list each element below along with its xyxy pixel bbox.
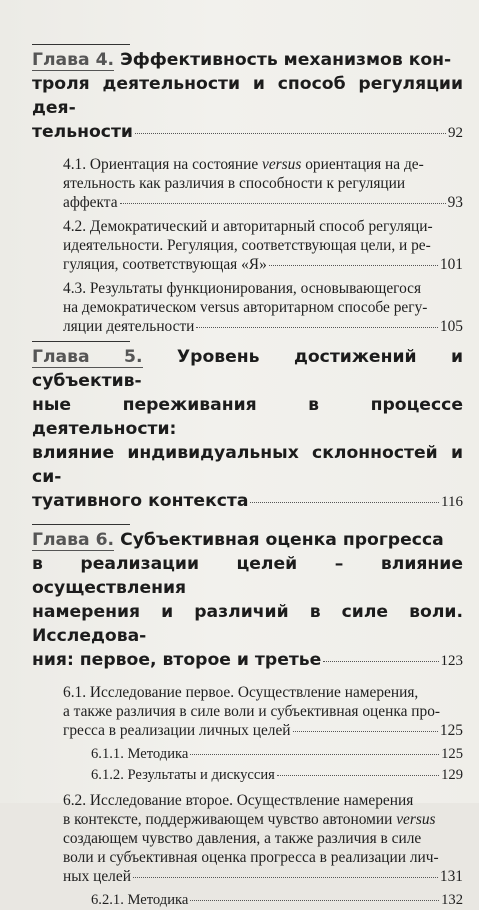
toc-subentry	[63, 891, 463, 910]
chapter-rule	[32, 341, 130, 342]
entry-line: идеятельности. Регуляция, соответствующая цели, и ре-	[63, 237, 431, 254]
heading-line: влияние индивидуальных склонностей и си-	[32, 443, 463, 487]
chapter-heading	[32, 48, 463, 145]
entry-line: на демократическом versus авторитарном способе регу-	[63, 299, 428, 316]
entry-line: ных целей	[63, 868, 131, 885]
page-number: 92	[448, 125, 463, 141]
entry-line: 4.3. Результаты функционирования, основывающегося	[63, 280, 422, 297]
heading-line: ные переживания в процессе деятельности:	[32, 395, 463, 439]
heading-line: намерения и различий в силе воли. Исследова-	[32, 602, 463, 646]
dot-leader	[293, 731, 438, 732]
dot-leader	[269, 265, 438, 266]
entry-line: создающем чувство давления, а также различия в силе	[63, 830, 422, 847]
chapter-heading	[32, 528, 463, 673]
toc-entry: 6.2. Исследование второе. Осуществление намерения в контексте, поддерживающем чувство автономии versus создающем чувство давления, а также различия в силе воли и субъективная оценка прогресса в реализации лич- ных целей 131	[63, 792, 463, 885]
dot-leader	[120, 203, 446, 204]
chapter-label: Глава 6.	[32, 530, 115, 550]
dot-leader	[135, 133, 446, 134]
page-number: 131	[439, 868, 463, 885]
entry-line: 6.1.1. Методика	[91, 746, 189, 762]
heading-line: в реализации целей – влияние осуществления	[32, 554, 463, 598]
heading-line: троля деятельности и способ регуляции дея-	[32, 74, 463, 118]
entry-line: 6.2.1. Методика	[91, 892, 189, 908]
heading-line: тельности	[32, 122, 133, 142]
entry-line: гуляция, соответствующая «Я»	[63, 256, 267, 273]
chapter-5	[32, 341, 463, 514]
heading-line: Субъективная оценка прогресса	[120, 530, 444, 550]
entry-line: 4.2. Демократический и авторитарный способ регуляци-	[63, 218, 433, 235]
entry-line: ятельность как различия в способности к регуляции	[63, 175, 406, 192]
toc-subentry	[63, 745, 463, 764]
entry-line: аффекта	[63, 194, 118, 211]
entry-line: 6.1.2. Результаты и дискуссия	[91, 767, 275, 783]
chapter-rule	[32, 44, 130, 45]
chapter-rule	[32, 524, 130, 525]
chapter-heading	[32, 345, 463, 514]
entry-line: 6.2. Исследование второе. Осуществление намерения	[63, 792, 414, 809]
toc-entry	[63, 217, 463, 274]
chapter-4	[32, 44, 463, 145]
toc-entry	[63, 683, 463, 740]
entry-line: 6.1. Исследование первое. Осуществление намерения,	[63, 684, 419, 701]
entry-line: а также различия в силе воли и субъективная оценка про-	[63, 703, 441, 720]
chapter-label: Глава 5.	[32, 347, 143, 367]
page-number: 93	[447, 194, 463, 211]
heading-line: туативного контекста	[32, 491, 249, 511]
heading-line: Эффективность механизмов кон-	[120, 50, 452, 70]
toc-subentry	[63, 766, 463, 785]
dot-leader	[190, 900, 439, 901]
page-number: 105	[439, 318, 463, 335]
entry-line: гресса в реализации личных целей	[63, 722, 291, 739]
toc-entry: 4.1. Ориентация на состояние versus ориентация на де- ятельность как различия в способности к регуляции аффекта 93	[63, 156, 463, 211]
heading-line: ния: первое, второе и третье	[32, 650, 322, 670]
dot-leader	[196, 327, 437, 328]
dot-leader	[250, 502, 439, 503]
dot-leader	[277, 775, 439, 776]
toc-entry	[63, 279, 463, 336]
entry-line: ляции деятельности	[63, 318, 195, 335]
page-number: 101	[439, 256, 463, 273]
chapter-4-sections	[63, 155, 463, 336]
dot-leader	[323, 661, 438, 662]
dot-leader	[190, 754, 439, 755]
entry-line: воли и субъективная оценка прогресса в реализации лич-	[63, 849, 439, 866]
page-number: 125	[441, 746, 463, 762]
chapter-6	[32, 524, 463, 673]
page-number: 129	[441, 767, 463, 783]
chapter-6-sections	[63, 683, 463, 910]
page-number: 116	[441, 494, 463, 510]
dot-leader	[133, 877, 438, 878]
heading-line: Уровень достижений и субъектив-	[32, 347, 463, 391]
page-number: 123	[440, 653, 463, 669]
chapter-label: Глава 4.	[32, 50, 115, 70]
page-number: 132	[441, 892, 463, 908]
page-number: 125	[439, 722, 463, 739]
